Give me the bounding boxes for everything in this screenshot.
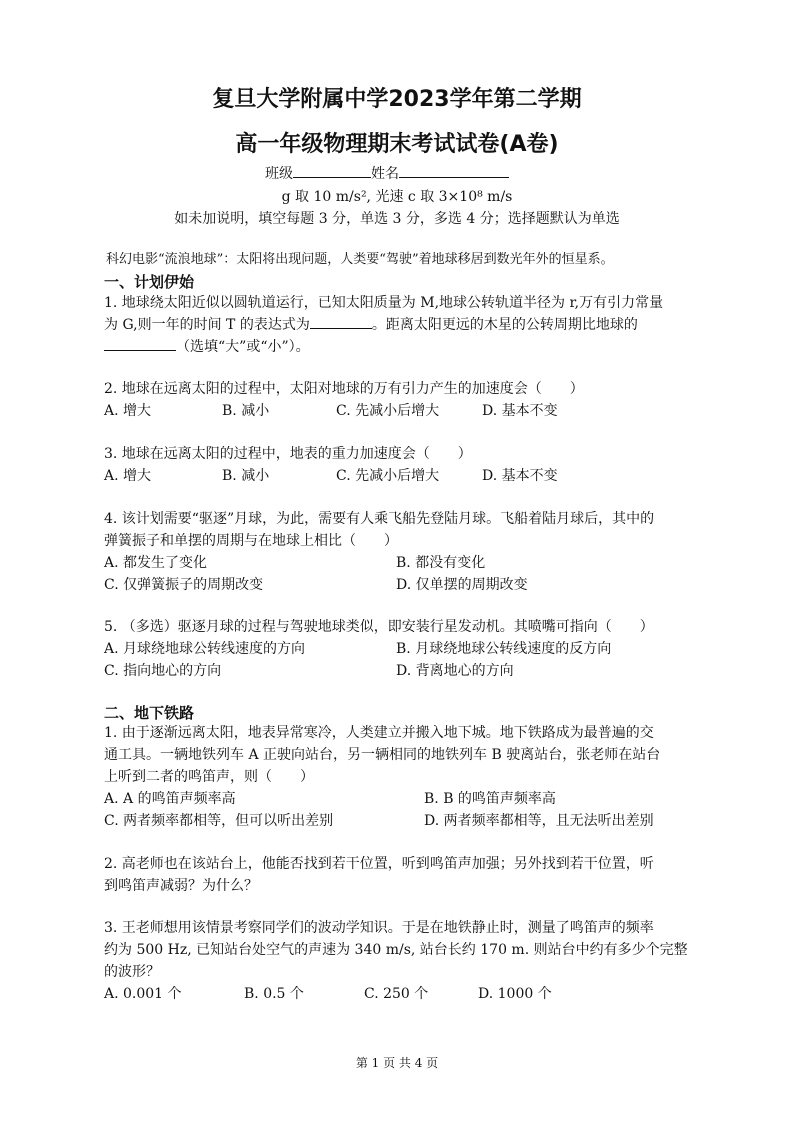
s1-q1-line2b: 。距离太阳更远的木星的公转周期比地球的 [371,317,638,333]
s1-q4-option-a[interactable]: A. 都发生了变化 [104,555,208,571]
s2-q2-line1: 2. 高老师也在该站台上，他能否找到若干位置，听到鸣笛声加强；另外找到若干位置，听 [104,856,654,872]
s2-q3-option-c[interactable]: C. 250 个 [364,986,429,1002]
s1-q1-line2 [104,314,638,336]
s2-q3-line2: 约为 500 Hz, 已知站台处空气的声速为 340 m/s, 站台长约 170 m. 则站台中约有多少个完整 [104,942,688,958]
s1-q2-option-b[interactable]: B. 减小 [222,403,270,419]
s2-q3-line3: 的波形？ [104,964,160,980]
s1-q3-stem: 3. 地球在远离太阳的过程中，地表的重力加速度会（ ） [104,446,472,462]
name-blank[interactable] [399,163,509,178]
s1-q1-blank2[interactable] [104,336,176,351]
s1-q4-option-c[interactable]: C. 仅弹簧振子的周期改变 [104,577,264,593]
section2-heading: 二、地下铁路 [104,704,195,722]
s2-q3-line1: 3. 王老师想用该情景考察同学们的波动学知识。于是在地铁静止时，测量了鸣笛声的频率 [104,920,654,936]
constants-line: g 取 10 m/s², 光速 c 取 3×10⁸ m/s [281,189,513,205]
s1-q3-option-b[interactable]: B. 减小 [222,468,270,484]
s1-q3-option-a[interactable]: A. 增大 [104,468,152,484]
s1-q1-line3-text: （选填“大”或“小”）。 [176,339,310,355]
s1-q2-option-c[interactable]: C. 先减小后增大 [336,403,440,419]
s2-q1-option-d[interactable]: D. 两者频率都相等，且无法听出差别 [424,813,654,829]
s1-q4-line1: 4. 该计划需要“驱逐”月球，为此，需要有人乘飞船先登陆月球。飞船着陆月球后，其中的 [104,511,655,527]
s1-q5-option-d[interactable]: D. 背离地心的方向 [396,663,514,679]
s2-q1-line3: 上听到二者的鸣笛声，则（ ） [104,769,314,785]
intro-text: 科幻电影“流浪地球”：太阳将出现问题，人类要“驾驶”着地球移居到数光年外的恒星系。 [106,252,614,267]
class-blank[interactable] [293,163,371,178]
s1-q5-option-c[interactable]: C. 指向地心的方向 [104,663,222,679]
s1-q4-option-b[interactable]: B. 都没有变化 [396,555,486,571]
s2-q1-option-b[interactable]: B. B 的鸣笛声频率高 [424,791,556,807]
s2-q1-line1: 1. 由于逐渐远离太阳，地表异常寒冷，人类建立并搬入地下城。地下铁路成为最普遍的交 [104,725,654,741]
s1-q2-option-a[interactable]: A. 增大 [104,403,152,419]
s1-q5-option-a[interactable]: A. 月球绕地球公转线速度的方向 [104,641,306,657]
s1-q4-option-d[interactable]: D. 仅单摆的周期改变 [396,577,528,593]
s1-q3-option-d[interactable]: D. 基本不变 [482,468,558,484]
page-number: 第 1 页 共 4 页 [355,1056,439,1070]
s1-q3-option-c[interactable]: C. 先减小后增大 [336,468,440,484]
s1-q4-line2: 弹簧振子和单摆的周期与在地球上相比（ ） [104,533,398,549]
s1-q5-option-b[interactable]: B. 月球绕地球公转线速度的反方向 [396,641,612,657]
s2-q2-line2: 到鸣笛声减弱？为什么？ [104,878,258,894]
s1-q1-blank1[interactable] [310,314,372,329]
s1-q5-stem: 5. （多选）驱逐月球的过程与驾驶地球类似，即安装行星发动机。其喷嘴可指向（ ） [104,619,654,635]
s1-q1-line3 [104,336,310,358]
s2-q3-option-b[interactable]: B. 0.5 个 [244,986,304,1002]
s1-q2-stem: 2. 地球在远离太阳的过程中，太阳对地球的万有引力产生的加速度会（ ） [104,381,584,397]
s1-q1-line2a: 为 G,则一年的时间 T 的表达式为 [104,317,310,333]
exam-title-line2: 高一年级物理期末考试试卷(A卷) [235,132,559,157]
s1-q2-option-d[interactable]: D. 基本不变 [482,403,558,419]
s2-q3-option-d[interactable]: D. 1000 个 [478,986,552,1002]
name-label: 姓名 [371,166,399,182]
section1-heading: 一、计划伊始 [104,273,195,291]
instructions-line: 如未加说明，填空每题 3 分，单选 3 分，多选 4 分；选择题默认为单选 [174,211,620,227]
exam-title-line1: 复旦大学附属中学2023学年第二学期 [212,87,582,112]
s2-q1-line2: 通工具。一辆地铁列车 A 正驶向站台，另一辆相同的地铁列车 B 驶离站台，张老师在站台 [104,747,661,763]
s1-q1-line1: 1. 地球绕太阳近似以圆轨道运行，已知太阳质量为 M,地球公转轨道半径为 r,万有引力常量 [104,295,664,311]
s2-q1-option-c[interactable]: C. 两者频率都相等，但可以听出差别 [104,813,334,829]
s2-q1-option-a[interactable]: A. A 的鸣笛声频率高 [104,791,236,807]
student-info-row [265,163,509,183]
class-label: 班级 [265,166,293,182]
s2-q3-option-a[interactable]: A. 0.001 个 [104,986,182,1002]
